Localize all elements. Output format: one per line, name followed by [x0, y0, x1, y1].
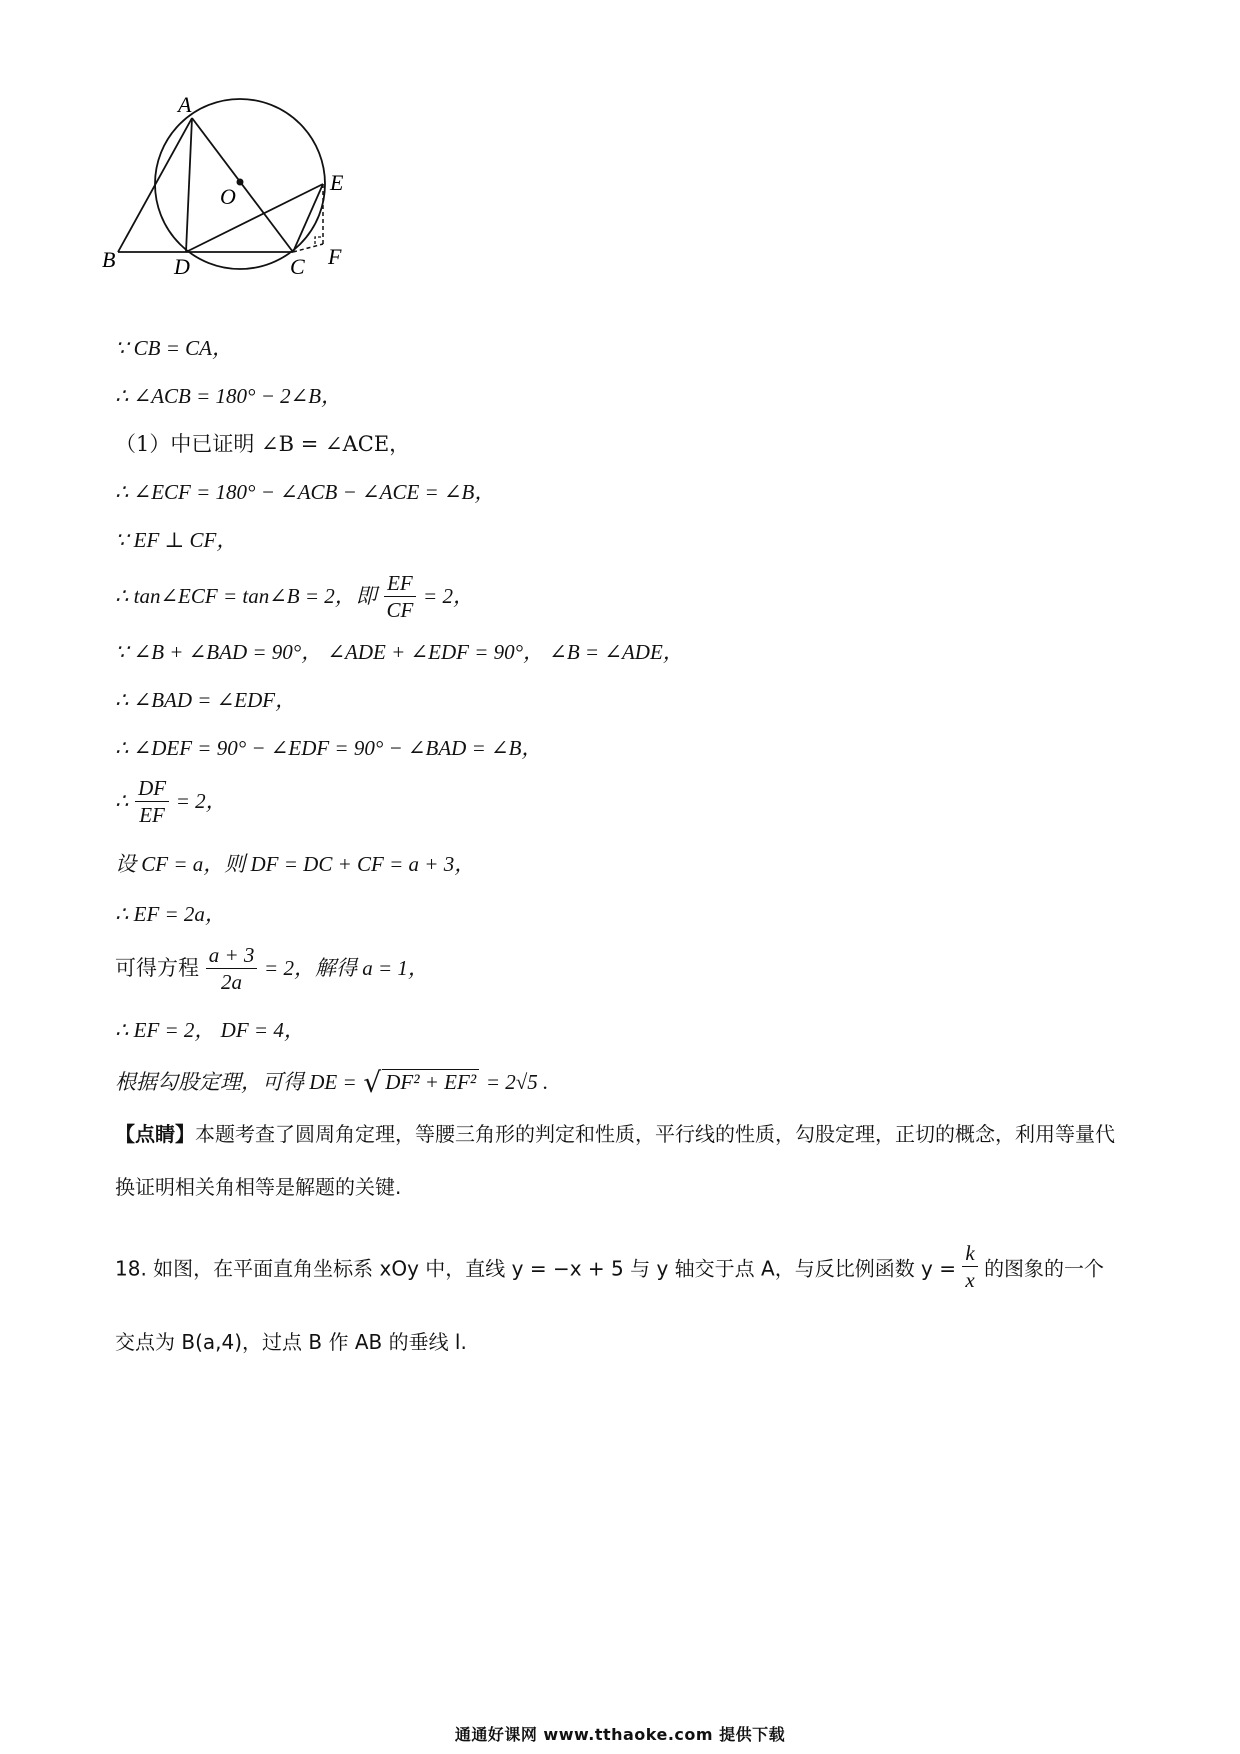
fraction-df-ef-den: EF [139, 803, 165, 828]
step-4: ∴ ∠ECF = 180° − ∠ACB − ∠ACE = ∠B， [115, 480, 496, 504]
label-e: E [330, 170, 344, 195]
step-3: （1）中已证明 ∠B = ∠ACE， [115, 432, 411, 456]
segment-ad [186, 118, 192, 252]
label-o: O [220, 184, 236, 209]
step-10 [115, 775, 227, 829]
fraction-ef-cf-num: EF [384, 570, 417, 597]
fraction-k-x [962, 1240, 977, 1294]
fraction-k-x-den: x [965, 1268, 975, 1293]
step-2: ∴ ∠ACB = 180° − 2∠B， [115, 384, 343, 408]
hint-tag: 【点睛】 [115, 1122, 195, 1146]
step-1: ∵ CB = CA， [115, 336, 233, 360]
label-f: F [328, 244, 342, 269]
sqrt-expression: DF² + EF² [382, 1069, 479, 1095]
fraction-ef-cf [384, 570, 417, 624]
fraction-ef-cf-den: CF [386, 598, 414, 623]
fraction-a3-2a-num: a + 3 [206, 942, 258, 969]
fraction-df-ef-num: DF [135, 775, 169, 802]
step-15-text: 根据勾股定理，可得 DE = [115, 1070, 357, 1094]
step-10-tail: = 2， [175, 789, 227, 814]
hint-paragraph [115, 1108, 1130, 1214]
step-6-text: ∴ tan∠ECF = tan∠B = 2，即 [115, 584, 377, 609]
right-angle-mark [315, 237, 323, 244]
segment-ab [118, 118, 192, 252]
question-18-line-1 [115, 1240, 1130, 1294]
step-6 [115, 570, 474, 624]
question-18-part1: 18. 如图，在平面直角坐标系 xOy 中，直线 y = −x + 5 与 y 轴交于点 A，与反比例函数 y = [115, 1256, 957, 1281]
hint-text: 本题考查了圆周角定理，等腰三角形的判定和性质，平行线的性质，勾股定理，正切的概念，利用等量代换证明相关角相等是解题的关键. [115, 1122, 1115, 1199]
step-9: ∴ ∠DEF = 90° − ∠EDF = 90° − ∠BAD = ∠B， [115, 736, 543, 760]
segment-ac [192, 118, 293, 252]
step-15 [115, 1066, 548, 1100]
label-b: B [102, 247, 116, 272]
step-8: ∴ ∠BAD = ∠EDF， [115, 688, 297, 712]
step-15-tail: = 2√5 . [485, 1070, 549, 1094]
step-14: ∴ EF = 2， DF = 4， [115, 1018, 305, 1042]
segment-cf-dashed [293, 244, 323, 252]
step-13-text: 可得方程 [115, 956, 199, 981]
step-6-tail: = 2， [423, 584, 474, 609]
label-a: A [178, 92, 192, 117]
page-footer: 通通好课网 www.tthaoke.com 提供下载 [454, 1725, 786, 1744]
label-c: C [290, 254, 305, 279]
fraction-k-x-num: k [962, 1240, 977, 1267]
step-12: ∴ EF = 2a， [115, 902, 226, 926]
question-18-line-2: 交点为 B(a,4)，过点 B 作 AB 的垂线 l. [115, 1330, 467, 1354]
fraction-a3-2a [206, 942, 258, 996]
step-7: ∵ ∠B + ∠BAD = 90°， ∠ADE + ∠EDF = 90°， ∠B = ∠ADE， [115, 640, 684, 664]
step-5: ∵ EF ⊥ CF， [115, 528, 238, 552]
fraction-a3-2a-den: 2a [221, 970, 243, 995]
step-13 [115, 942, 429, 996]
geometry-diagram [100, 92, 400, 312]
center-dot [237, 179, 244, 186]
sqrt-sign: √ [363, 1066, 382, 1099]
label-d: D [174, 254, 190, 279]
step-13-tail: = 2，解得 a = 1， [264, 956, 429, 981]
step-10-text: ∴ [115, 789, 129, 814]
fraction-df-ef [135, 775, 169, 829]
step-11: 设 CF = a，则 DF = DC + CF = a + 3， [115, 852, 476, 876]
question-18-part2: 的图象的一个 [984, 1256, 1105, 1281]
